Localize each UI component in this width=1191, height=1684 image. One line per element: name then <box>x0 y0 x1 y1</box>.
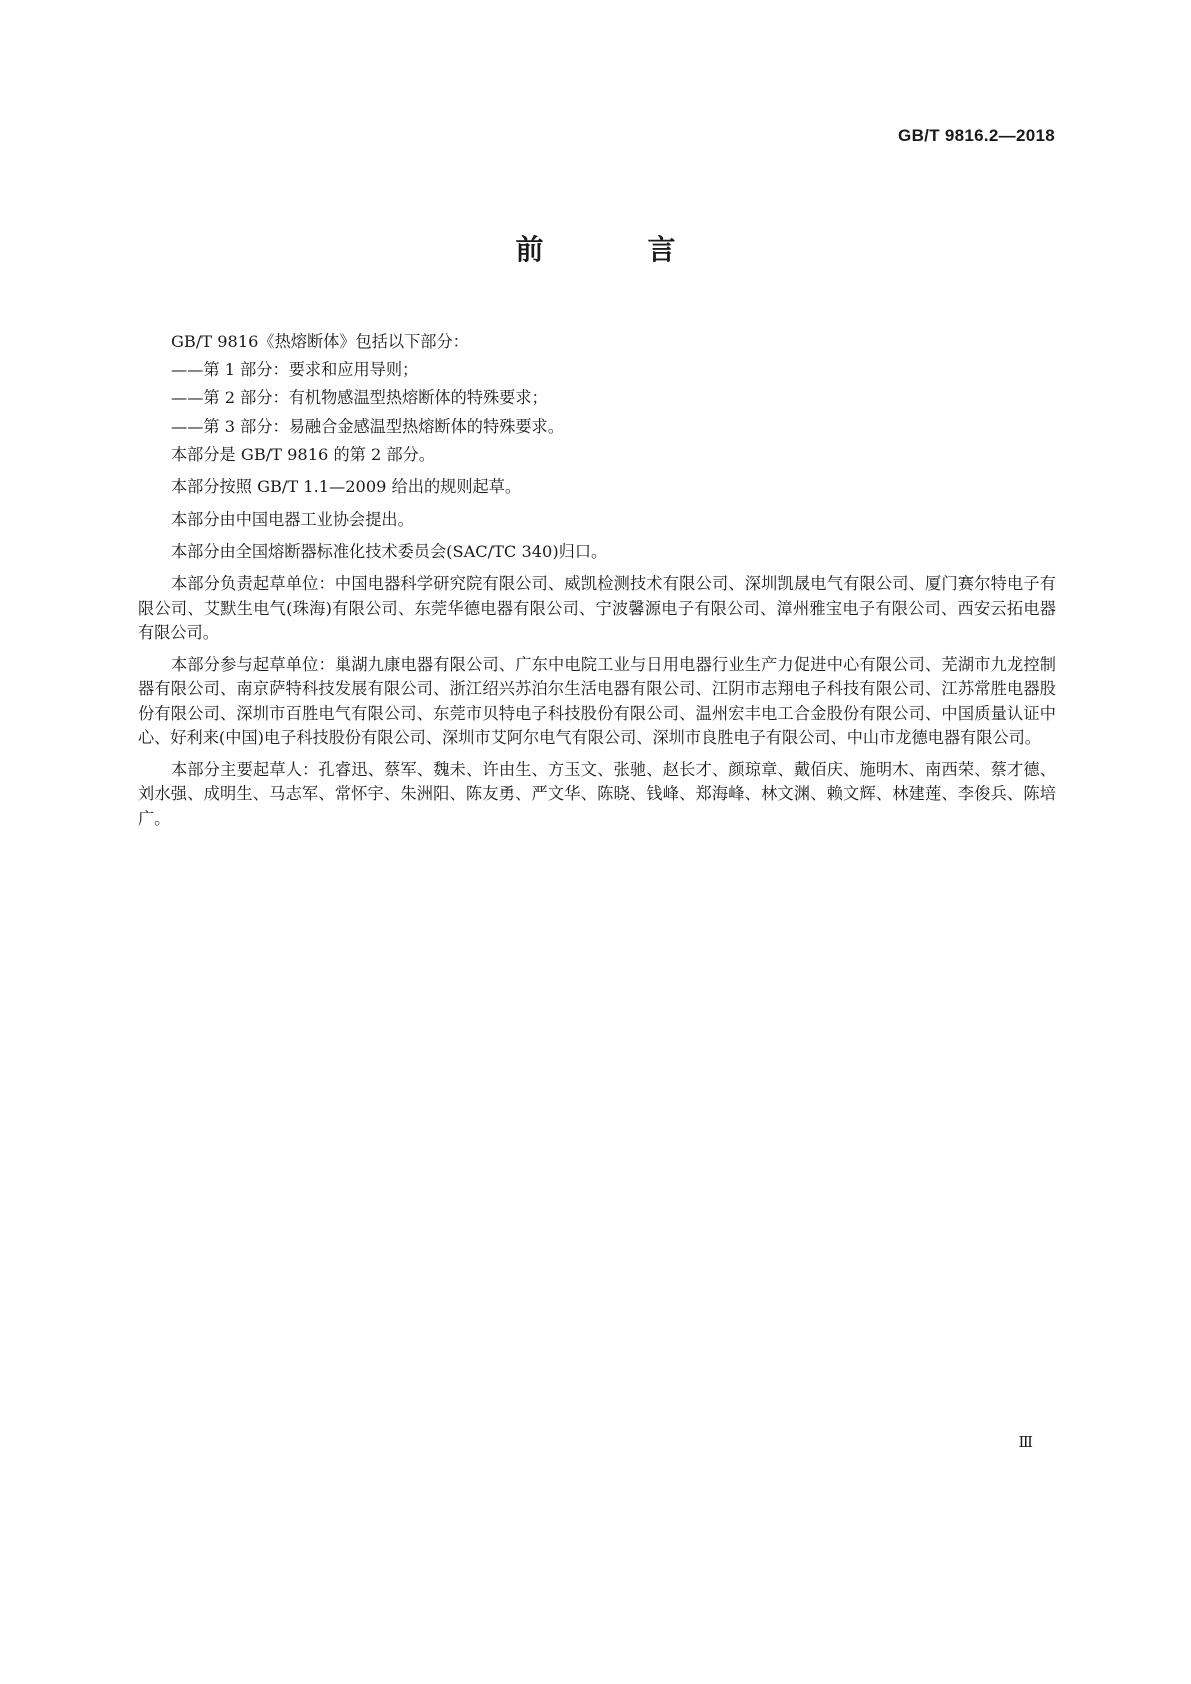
foreword-body <box>138 330 1056 839</box>
page-number: Ⅲ <box>1018 1433 1033 1451</box>
list-item-part-3: ——第 3 部分：易融合金感温型热熔断体的特殊要求。 <box>171 416 564 436</box>
paragraph-proposer: 本部分由中国电器工业协会提出。 <box>171 509 414 529</box>
standard-code-header: GB/T 9816.2—2018 <box>898 126 1055 145</box>
paragraph-responsible-units: 本部分负责起草单位：中国电器科学研究院有限公司、威凯检测技术有限公司、深圳凯晟电气有限公司、厦门赛尔特电子有限公司、艾默生电气(珠海)有限公司、东莞华德电器有限公司、宁波馨源电子有限公司、漳州雅宝电子有限公司、西安云拓电器有限公司。 <box>138 574 1056 642</box>
page-title: 前 言 <box>515 233 714 266</box>
list-item-part-2: ——第 2 部分：有机物感温型热熔断体的特殊要求； <box>171 388 548 408</box>
list-item-part-1: ——第 1 部分：要求和应用导则； <box>171 360 419 380</box>
paragraph-participating-units: 本部分参与起草单位：巢湖九康电器有限公司、广东中电院工业与日用电器行业生产力促进中心有限公司、芜湖市九龙控制器有限公司、南京萨特科技发展有限公司、浙江绍兴苏泊尔生活电器有限公司、江阴市志翔电子科技有限公司、江苏常胜电器股份有限公司、深圳市百胜电气有限公司、东莞市贝特电子科技股份有限公司、温州宏丰电工合金股份有限公司、中国质量认证中心、好利来(中国)电子科技股份有限公司、深圳市艾阿尔电气有限公司、深圳市良胜电子有限公司、中山市龙德电器有限公司。 <box>138 655 1056 747</box>
paragraph-main-drafters: 本部分主要起草人：孔睿迅、蔡军、魏未、许由生、方玉文、张驰、赵长才、颜琼章、戴佰庆、施明木、南西荣、蔡才德、刘水强、成明生、马志军、常怀宇、朱洲阳、陈友勇、严文华、陈晓、钱峰、郑海峰、林文渊、赖文辉、林建莲、李俊兵、陈培广。 <box>138 760 1056 828</box>
paragraph-drafting-rules: 本部分按照 GB/T 1.1—2009 给出的规则起草。 <box>171 477 522 497</box>
paragraph-part-statement: 本部分是 GB/T 9816 的第 2 部分。 <box>171 444 435 464</box>
paragraph-committee: 本部分由全国熔断器标准化技术委员会(SAC/TC 340)归口。 <box>171 541 608 561</box>
intro-paragraph: GB/T 9816《热熔断体》包括以下部分： <box>171 332 469 351</box>
